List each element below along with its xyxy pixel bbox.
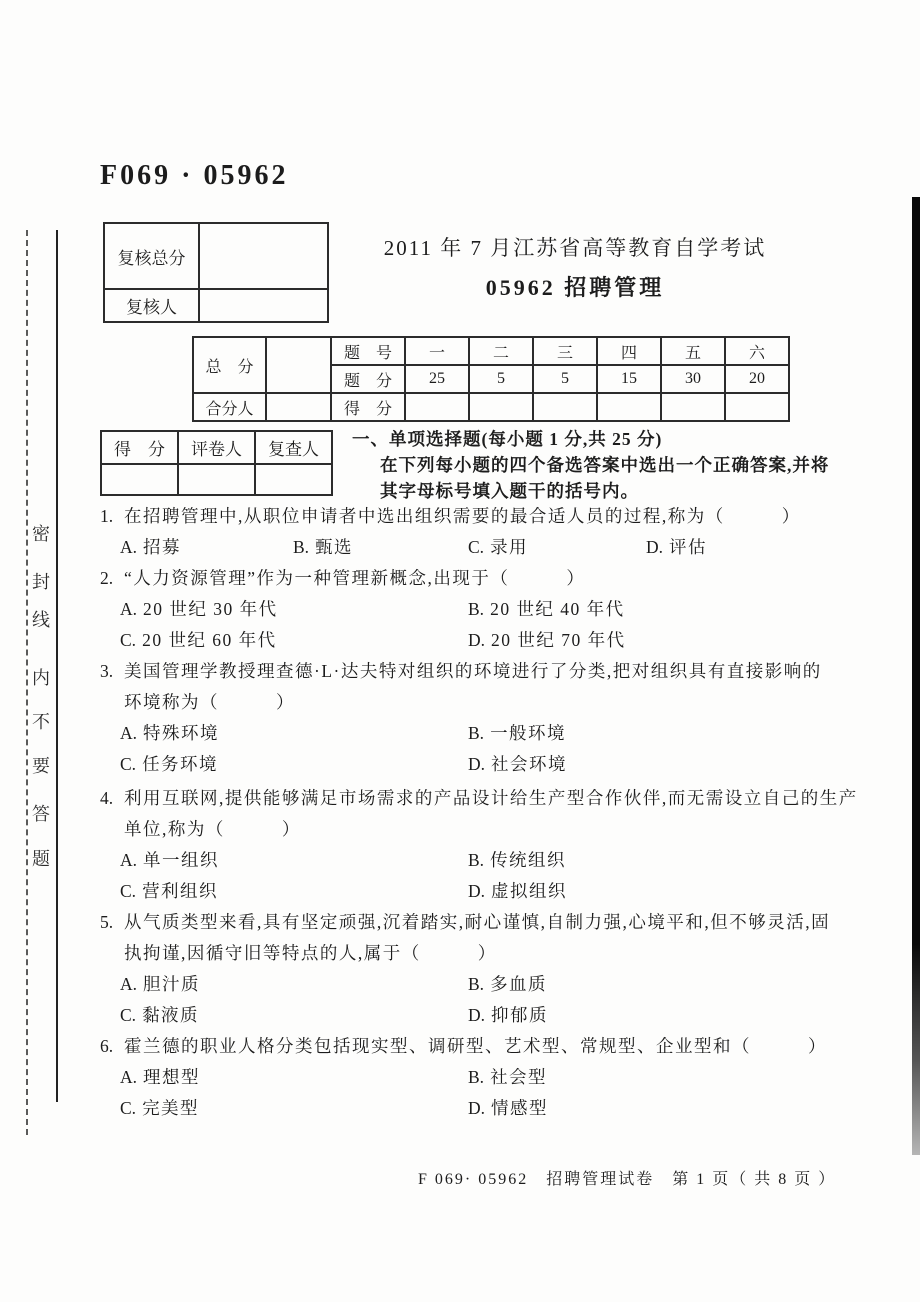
section-one-header xyxy=(352,426,872,504)
points-cell: 5 xyxy=(469,365,533,393)
option-a: A. 特殊环境 xyxy=(120,723,220,743)
score-cell xyxy=(725,393,789,421)
option-d: D. 评估 xyxy=(646,537,708,557)
option-b: B. 传统组织 xyxy=(468,850,567,870)
option-c: C. 20 世纪 60 年代 xyxy=(120,630,277,650)
option-a: A. 招募 xyxy=(120,537,182,557)
score-label: 得 分 xyxy=(101,431,178,464)
sum-person-label: 合分人 xyxy=(193,393,266,421)
question-stem-cont: 单位,称为（ ） xyxy=(124,819,301,839)
question-number: 5. xyxy=(100,912,114,932)
option-d: D. 虚拟组织 xyxy=(468,881,568,901)
options-grid xyxy=(100,594,868,656)
question-stem: 3. 美国管理学教授理查德·L·达夫特对组织的环境进行了分类,把对组织具有直接影响的 xyxy=(100,656,868,687)
col-header: 六 xyxy=(725,337,789,365)
options-grid xyxy=(100,969,868,1031)
checker-value xyxy=(255,464,332,495)
seal-text-char: 内 xyxy=(32,668,50,688)
question-4 xyxy=(100,783,868,907)
review-person-label: 复核人 xyxy=(104,289,199,322)
option-b: B. 社会型 xyxy=(468,1067,548,1087)
score-cell xyxy=(597,393,661,421)
grader-label: 评卷人 xyxy=(178,431,255,464)
col-header: 二 xyxy=(469,337,533,365)
course-title: 05962 招聘管理 xyxy=(485,275,665,300)
points-cell: 20 xyxy=(725,365,789,393)
option-b: B. 20 世纪 40 年代 xyxy=(468,599,625,619)
question-number: 2. xyxy=(100,568,114,588)
option-b: B. 多血质 xyxy=(468,974,548,994)
page-footer: F 069· 05962 招聘管理试卷 第 1 页（ 共 8 页 ） xyxy=(418,1171,837,1188)
section-instruction: 其字母标号填入题干的括号内。 xyxy=(380,481,639,501)
options-row xyxy=(100,532,868,563)
title-block xyxy=(310,232,840,302)
question-6 xyxy=(100,1031,868,1124)
question-stem: 4. 利用互联网,提供能够满足市场需求的产品设计给生产型合作伙伴,而无需设立自己的生产 xyxy=(100,783,868,814)
review-total-value xyxy=(199,223,328,289)
option-c: C. 营利组织 xyxy=(120,881,219,901)
col-header: 三 xyxy=(533,337,597,365)
question-2 xyxy=(100,563,868,656)
seal-dotted-line xyxy=(26,230,28,1135)
seal-text-char: 要 xyxy=(32,756,50,776)
option-b: B. 一般环境 xyxy=(468,723,567,743)
total-score-label: 总 分 xyxy=(193,337,266,393)
score-row-header: 得 分 xyxy=(331,393,405,421)
options-grid xyxy=(100,718,868,780)
points-cell: 25 xyxy=(405,365,469,393)
section-instruction: 在下列每小题的四个备选答案中选出一个正确答案,并将 xyxy=(380,455,830,475)
option-a: A. 胆汁质 xyxy=(120,974,201,994)
paper-code: F069 · 05962 xyxy=(100,160,289,191)
section-heading: 一、单项选择题(每小题 1 分,共 25 分) xyxy=(352,429,663,449)
option-c: C. 黏液质 xyxy=(120,1005,200,1025)
option-c: C. 完美型 xyxy=(120,1098,200,1118)
col-header: 五 xyxy=(661,337,725,365)
review-score-table xyxy=(103,222,329,323)
review-person-value xyxy=(199,289,328,322)
seal-text-char: 封 xyxy=(32,572,50,592)
exam-title: 2011 年 7 月江苏省高等教育自学考试 xyxy=(383,236,767,260)
col-header: 四 xyxy=(597,337,661,365)
option-d: D. 抑郁质 xyxy=(468,1005,549,1025)
seal-text-char: 不 xyxy=(32,712,50,732)
question-5 xyxy=(100,907,868,1031)
scan-binding-strip xyxy=(912,197,920,1155)
option-d: D. 20 世纪 70 年代 xyxy=(468,630,626,650)
question-number: 4. xyxy=(100,788,114,808)
option-a: A. 单一组织 xyxy=(120,850,220,870)
options-grid xyxy=(100,1062,868,1124)
option-c: C. 任务环境 xyxy=(120,754,219,774)
question-3 xyxy=(100,656,868,780)
seal-solid-line xyxy=(56,230,58,1102)
question-1 xyxy=(100,501,868,563)
review-total-label: 复核总分 xyxy=(104,223,199,289)
seal-text-char: 答 xyxy=(32,804,50,824)
question-stem-cont: 环境称为（ ） xyxy=(124,692,295,712)
question-stem-cont: 执拘谨,因循守旧等特点的人,属于（ ） xyxy=(124,943,497,963)
seal-text-char: 题 xyxy=(32,849,50,869)
total-score-value xyxy=(266,337,331,393)
points-cell: 5 xyxy=(533,365,597,393)
grader-value xyxy=(178,464,255,495)
sum-person-value xyxy=(266,393,331,421)
question-number: 3. xyxy=(100,661,114,681)
score-cell xyxy=(661,393,725,421)
seal-text-char: 线 xyxy=(32,610,50,630)
score-cell xyxy=(533,393,597,421)
question-stem: 6. 霍兰德的职业人格分类包括现实型、调研型、艺术型、常规型、企业型和（ ） xyxy=(100,1031,868,1062)
score-cell xyxy=(405,393,469,421)
question-number-header: 题 号 xyxy=(331,337,405,365)
score-value xyxy=(101,464,178,495)
option-d: D. 情感型 xyxy=(468,1098,549,1118)
question-stem: 5. 从气质类型来看,具有坚定顽强,沉着踏实,耐心谨慎,自制力强,心境平和,但不够灵活,固 xyxy=(100,907,868,938)
col-header: 一 xyxy=(405,337,469,365)
checker-label: 复查人 xyxy=(255,431,332,464)
option-d: D. 社会环境 xyxy=(468,754,568,774)
question-number: 6. xyxy=(100,1036,114,1056)
score-cell xyxy=(469,393,533,421)
question-stem: 2. “人力资源管理”作为一种管理新概念,出现于（ ） xyxy=(100,563,868,594)
score-summary-table xyxy=(192,336,790,422)
option-c: C. 录用 xyxy=(468,537,529,557)
points-cell: 30 xyxy=(661,365,725,393)
points-cell: 15 xyxy=(597,365,661,393)
grader-table xyxy=(100,430,333,496)
seal-text-char: 密 xyxy=(32,524,50,544)
options-grid xyxy=(100,845,868,907)
option-a: A. 理想型 xyxy=(120,1067,201,1087)
option-b: B. 甄选 xyxy=(293,537,354,557)
option-a: A. 20 世纪 30 年代 xyxy=(120,599,278,619)
question-number: 1. xyxy=(100,506,114,526)
question-stem: 1. 在招聘管理中,从职位申请者中选出组织需要的最合适人员的过程,称为（ ） xyxy=(100,501,868,532)
question-points-header: 题 分 xyxy=(331,365,405,393)
